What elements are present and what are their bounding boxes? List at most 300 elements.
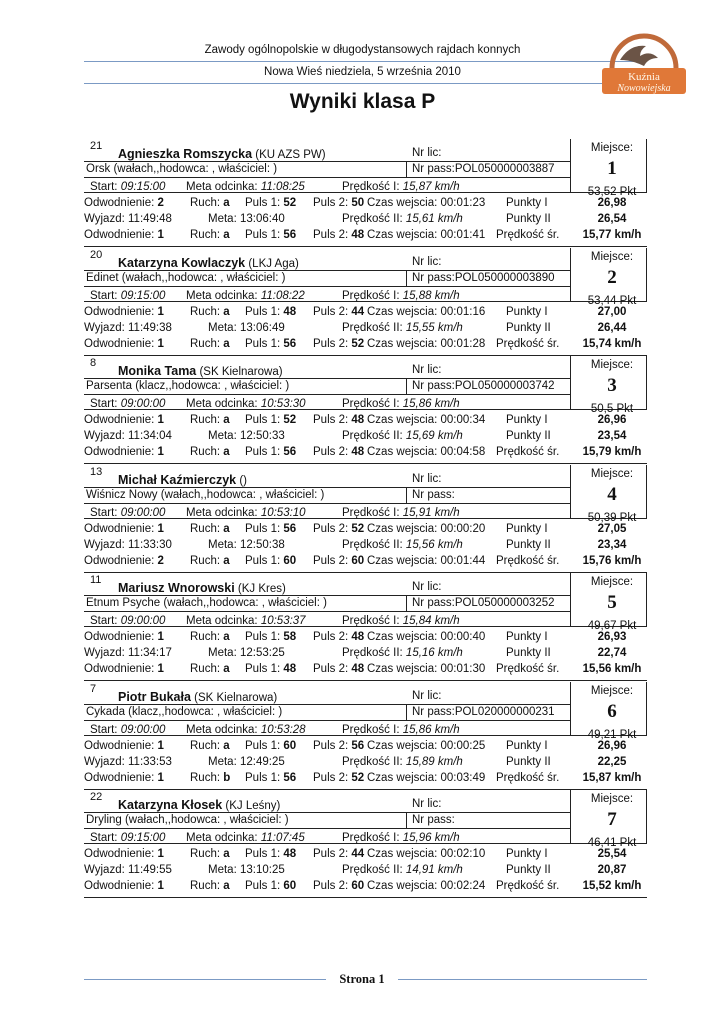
start-time-value: 09:15:00 (120, 289, 166, 302)
entry-number: 21 (90, 140, 103, 152)
departure-time (84, 213, 172, 225)
departure-time (84, 864, 172, 876)
stage-finish-value: 10:53:37 (260, 615, 306, 627)
result-entry (84, 790, 647, 898)
l2-ruch-value: b (223, 771, 231, 784)
l1-puls2-value: 52 (351, 522, 365, 535)
l2-puls2-value: 52 (351, 337, 365, 350)
l1-odwodnienie-label: Odwodnienie: (84, 197, 155, 209)
row-divider (84, 270, 570, 271)
start-time (90, 615, 165, 627)
speed-1 (342, 290, 460, 302)
l1-puls2-label: Puls 2: (313, 414, 349, 426)
rider-name: Mariusz Wnorowski (118, 581, 235, 595)
place-number: 2 (607, 266, 617, 288)
points-2-label: Punkty II (506, 538, 551, 551)
horse-passport: Nr pass:POL050000003890 (412, 271, 555, 284)
l1-czas-wejscia-value: 00:00:20 (440, 522, 486, 535)
l2-odwodnienie (84, 446, 164, 458)
l1-puls1 (245, 848, 296, 860)
avg-speed-label: Prędkość śr. (496, 771, 560, 784)
l1-ruch-value: a (223, 631, 230, 643)
row-divider (84, 828, 570, 829)
departure-time-value: 11:34:04 (128, 430, 172, 442)
nr-lic-label: Nr lic: (412, 689, 442, 702)
departure-time (84, 539, 172, 551)
stage-finish-label: Meta odcinka: (186, 289, 258, 302)
l2-puls2 (313, 880, 364, 892)
start-time-value: 09:15:00 (120, 181, 166, 193)
stage-finish (186, 181, 305, 193)
rider (118, 798, 280, 812)
horse-info: Edinet (wałach,,hodowca: , właściciel: ) (86, 271, 286, 284)
rider-name: Agnieszka Romszycka (118, 147, 253, 161)
l1-czas-wejscia-label: Czas wejscia: (367, 631, 438, 643)
rider (118, 473, 247, 487)
avg-speed-value: 15,74 km/h (582, 337, 642, 350)
column-divider (570, 465, 571, 519)
l2-puls2 (313, 555, 364, 567)
departure-time (84, 430, 172, 442)
l1-odwodnienie (84, 306, 164, 318)
stage-finish-label: Meta odcinka: (186, 506, 258, 519)
footer-divider (84, 979, 326, 980)
finish-time-label: Meta: (208, 430, 237, 442)
l2-czas-wejscia-value: 00:02:24 (440, 880, 486, 892)
l2-puls2-value: 48 (351, 663, 365, 675)
column-divider (570, 248, 571, 302)
l2-odwodnienie-value: 1 (157, 229, 164, 241)
departure-time-label: Wyjazd: (84, 538, 125, 551)
points-2-value: 20,87 (597, 864, 627, 876)
place-label: Miejsce: (590, 576, 634, 588)
l2-czas-wejscia (367, 880, 485, 892)
l1-ruch-label: Ruch: (190, 848, 221, 860)
horse-passport: Nr pass:POL050000003887 (412, 163, 555, 175)
total-points: 53,44 Pkt (587, 294, 637, 307)
horse-info: Dryling (wałach,,hodowca: , właściciel: ) (86, 814, 289, 826)
l2-odwodnienie-value: 2 (157, 554, 164, 567)
place-label: Miejsce: (590, 793, 634, 805)
points-1-value: 27,05 (597, 522, 627, 535)
speed-1-label: Prędkość I: (342, 723, 400, 736)
l2-ruch (190, 772, 230, 784)
total-points: 50,5 Pkt (590, 403, 634, 415)
finish-time-label: Meta: (208, 647, 237, 659)
place-label: Miejsce: (590, 684, 634, 697)
l1-puls1-label: Puls 1: (245, 414, 281, 426)
l1-puls1 (245, 740, 296, 752)
departure-time-value: 11:49:38 (128, 321, 172, 334)
l1-puls2-value: 44 (351, 848, 365, 860)
l2-puls1 (245, 663, 296, 675)
l2-puls2-label: Puls 2: (313, 771, 349, 784)
departure-time-label: Wyjazd: (84, 321, 125, 334)
l2-puls1-value: 60 (283, 554, 297, 567)
l1-czas-wejscia (367, 197, 485, 209)
horse-info: Cykada (klacz,,hodowca: , właściciel: ) (86, 705, 283, 718)
finish-time (208, 864, 285, 876)
l1-ruch-label: Ruch: (190, 522, 221, 535)
finish-time-label: Meta: (208, 864, 237, 876)
l1-puls2 (313, 523, 364, 535)
finish-time-value: 13:06:40 (239, 213, 285, 225)
place-number: 7 (607, 809, 617, 830)
l1-puls2 (313, 848, 364, 860)
entry-number: 11 (90, 574, 102, 586)
rider-name: Katarzyna Kłosek (118, 798, 223, 812)
avg-speed-label: Prędkość śr. (496, 663, 560, 675)
departure-time-label: Wyjazd: (84, 430, 125, 442)
page-number: Strona 1 (339, 972, 385, 986)
start-time (90, 724, 165, 736)
l1-odwodnienie-value: 1 (157, 305, 164, 318)
rider-name: Piotr Bukała (118, 689, 191, 704)
start-time (90, 832, 165, 844)
l1-puls2-label: Puls 2: (313, 848, 349, 860)
points-2-value: 26,44 (597, 321, 627, 334)
speed-2-value: 15,56 km/h (405, 538, 463, 551)
l2-ruch-label: Ruch: (190, 554, 221, 567)
l1-czas-wejscia-value: 00:00:34 (440, 414, 486, 426)
l1-czas-wejscia (367, 848, 485, 860)
place-number: 3 (607, 375, 617, 396)
l2-czas-wejscia-value: 00:01:41 (440, 229, 486, 241)
speed-1-value: 15,96 km/h (402, 832, 460, 844)
entry-number: 22 (90, 791, 103, 803)
horse-passport: Nr pass: (412, 814, 455, 826)
l1-czas-wejscia-label: Czas wejscia: (367, 414, 438, 426)
l2-ruch-value: a (223, 554, 230, 567)
l2-puls1-label: Puls 1: (245, 229, 281, 241)
l2-ruch (190, 446, 230, 458)
result-entry (84, 248, 647, 356)
l1-puls2-label: Puls 2: (313, 739, 349, 752)
l2-puls1-label: Puls 1: (245, 880, 281, 892)
l2-czas-wejscia (367, 555, 485, 567)
l2-puls1-label: Puls 1: (245, 446, 281, 458)
start-time-label: Start: (90, 398, 118, 410)
finish-time-label: Meta: (208, 321, 237, 334)
speed-2-value: 15,55 km/h (405, 321, 463, 334)
l2-puls2 (313, 338, 364, 350)
place-label: Miejsce: (590, 359, 634, 371)
avg-speed-value: 15,52 km/h (582, 880, 642, 892)
rider-name: Katarzyna Kowlaczyk (118, 255, 246, 270)
l2-czas-wejscia-value: 00:04:58 (440, 446, 486, 458)
place-number: 1 (607, 158, 617, 179)
l1-odwodnienie-label: Odwodnienie: (84, 739, 155, 752)
column-divider (570, 573, 571, 627)
l2-czas-wejscia (367, 446, 485, 458)
entry-number: 13 (90, 465, 103, 478)
speed-1-label: Prędkość I: (342, 506, 400, 519)
speed-1-label: Prędkość I: (342, 398, 400, 410)
stage-finish-value: 11:08:25 (260, 181, 305, 193)
l2-odwodnienie-label: Odwodnienie: (84, 880, 155, 892)
l1-puls2-label: Puls 2: (313, 305, 349, 318)
l2-puls1-label: Puls 1: (245, 337, 281, 350)
row-divider (84, 503, 570, 504)
finish-time (208, 539, 285, 551)
l2-puls2 (313, 663, 364, 675)
row-divider (84, 487, 570, 488)
stage-finish (186, 398, 306, 410)
l2-puls2-value: 48 (351, 229, 365, 241)
l2-odwodnienie (84, 663, 164, 675)
stage-finish-label: Meta odcinka: (186, 832, 258, 844)
l1-puls1-label: Puls 1: (245, 522, 281, 535)
place-label: Miejsce: (590, 467, 634, 480)
horse-passport: Nr pass:POL050000003742 (412, 380, 555, 392)
speed-1-value: 15,87 km/h (402, 181, 460, 193)
departure-time-value: 11:49:48 (128, 213, 172, 225)
l2-puls1 (245, 338, 296, 350)
logo-text-kuznia: Kuźnia (628, 71, 660, 83)
row-divider (84, 595, 570, 596)
l1-puls1 (245, 197, 296, 209)
l1-czas-wejscia-value: 00:02:10 (440, 848, 486, 860)
speed-2 (342, 647, 463, 659)
rider-club: (KJ Kres) (237, 583, 286, 595)
speed-2-label: Prędkość II: (342, 321, 403, 334)
stage-finish-value: 10:53:30 (260, 398, 306, 410)
l1-puls1-value: 56 (283, 522, 297, 535)
l1-puls2 (313, 740, 364, 752)
l2-ruch (190, 338, 230, 350)
nr-lic-label: Nr lic: (412, 798, 442, 810)
rider (118, 690, 277, 704)
speed-1-value: 15,86 km/h (402, 398, 460, 410)
avg-speed-label: Prędkość śr. (496, 554, 560, 567)
l2-ruch-label: Ruch: (190, 771, 221, 784)
stage-finish (186, 615, 306, 627)
l2-puls2-value: 60 (351, 554, 365, 567)
l1-puls1-label: Puls 1: (245, 305, 281, 318)
points-1-label: Punkty I (506, 739, 548, 752)
l1-puls1-label: Puls 1: (245, 848, 281, 860)
nr-lic-label: Nr lic: (412, 364, 442, 376)
finish-time-value: 12:49:25 (239, 755, 285, 768)
departure-time-value: 11:33:53 (128, 755, 172, 768)
place-number: 5 (607, 592, 617, 613)
finish-time (208, 213, 285, 225)
finish-time (208, 430, 285, 442)
l1-odwodnienie-label: Odwodnienie: (84, 848, 155, 860)
avg-speed-label: Prędkość śr. (496, 880, 560, 892)
l2-odwodnienie-label: Odwodnienie: (84, 337, 155, 350)
finish-time-label: Meta: (208, 538, 237, 551)
l1-czas-wejscia (367, 740, 485, 752)
result-entry (84, 682, 647, 790)
avg-speed-value: 15,87 km/h (582, 771, 642, 784)
horse-info: Wiśnicz Nowy (wałach,,hodowca: , właściciel: ) (86, 488, 325, 501)
l1-czas-wejscia-value: 00:01:23 (440, 197, 486, 209)
l1-ruch-value: a (223, 305, 230, 318)
l1-ruch-value: a (223, 522, 230, 535)
l2-czas-wejscia (367, 229, 485, 241)
finish-time-label: Meta: (208, 755, 237, 768)
entry-number: 20 (90, 248, 103, 261)
l1-czas-wejscia-label: Czas wejscia: (367, 305, 438, 318)
points-2-value: 22,25 (597, 755, 627, 768)
departure-time-label: Wyjazd: (84, 213, 125, 225)
column-divider (570, 790, 571, 844)
l1-puls1-value: 48 (283, 848, 297, 860)
l2-odwodnienie-value: 1 (157, 337, 164, 350)
l1-ruch-value: a (223, 739, 230, 752)
stage-finish-label: Meta odcinka: (186, 398, 258, 410)
stage-finish-label: Meta odcinka: (186, 181, 258, 193)
l1-puls2-label: Puls 2: (313, 522, 349, 535)
row-divider (84, 611, 570, 612)
l2-odwodnienie-value: 1 (157, 880, 164, 892)
stage-finish-label: Meta odcinka: (186, 723, 258, 736)
l1-ruch (190, 306, 230, 318)
l2-odwodnienie-label: Odwodnienie: (84, 554, 155, 567)
l2-ruch (190, 880, 230, 892)
l2-puls2-value: 52 (351, 771, 365, 784)
place-label: Miejsce: (590, 142, 634, 154)
speed-2-value: 14,91 km/h (405, 864, 463, 876)
l1-ruch-label: Ruch: (190, 414, 221, 426)
l2-odwodnienie-value: 1 (157, 446, 164, 458)
row-divider (84, 812, 570, 813)
l1-ruch (190, 523, 230, 535)
speed-1 (342, 615, 460, 627)
l1-czas-wejscia (367, 523, 485, 535)
finish-time-value: 13:06:49 (239, 321, 285, 334)
departure-time (84, 647, 172, 659)
avg-speed-value: 15,77 km/h (582, 229, 642, 241)
stage-finish (186, 832, 305, 844)
rider-name: Monika Tama (118, 364, 197, 378)
l2-puls1 (245, 229, 296, 241)
rider-club: (SK Kielnarowa) (194, 691, 278, 704)
start-time (90, 507, 165, 519)
finish-time-value: 12:50:33 (239, 430, 285, 442)
l1-puls2-value: 44 (351, 305, 365, 318)
l2-ruch-value: a (223, 229, 230, 241)
l1-czas-wejscia-label: Czas wejscia: (367, 197, 438, 209)
l1-odwodnienie-label: Odwodnienie: (84, 522, 155, 535)
l1-odwodnienie (84, 414, 164, 426)
l1-puls2 (313, 306, 364, 318)
stage-finish-label: Meta odcinka: (186, 615, 258, 627)
rider-club: (SK Kielnarowa) (199, 366, 283, 378)
speed-2-value: 15,16 km/h (405, 647, 463, 659)
points-2-label: Punkty II (506, 213, 551, 225)
points-1-label: Punkty I (506, 414, 548, 426)
l2-czas-wejscia-label: Czas wejscia: (367, 771, 438, 784)
stage-finish (186, 507, 306, 519)
departure-time-label: Wyjazd: (84, 864, 125, 876)
nr-lic-label: Nr lic: (412, 581, 442, 593)
speed-1-value: 15,88 km/h (402, 289, 460, 302)
l1-puls1-label: Puls 1: (245, 631, 281, 643)
finish-time-label: Meta: (208, 213, 237, 225)
l2-odwodnienie (84, 338, 164, 350)
l1-odwodnienie-label: Odwodnienie: (84, 631, 155, 643)
points-2-value: 22,74 (597, 647, 627, 659)
nr-lic-label: Nr lic: (412, 472, 442, 485)
column-divider (570, 139, 571, 193)
l2-ruch-value: a (223, 446, 230, 458)
l1-ruch-label: Ruch: (190, 631, 221, 643)
l1-ruch (190, 414, 230, 426)
speed-2 (342, 756, 463, 768)
speed-2 (342, 322, 463, 334)
l2-ruch-label: Ruch: (190, 446, 221, 458)
l2-puls2-label: Puls 2: (313, 337, 349, 350)
speed-2 (342, 213, 463, 225)
l1-ruch (190, 197, 230, 209)
l2-odwodnienie-label: Odwodnienie: (84, 446, 155, 458)
row-divider (84, 378, 570, 379)
avg-speed-value: 15,79 km/h (582, 446, 642, 458)
speed-2 (342, 864, 463, 876)
l1-ruch-value: a (223, 197, 230, 209)
logo-text-nowowiejska: Nowowiejska (617, 83, 671, 94)
l2-odwodnienie (84, 229, 164, 241)
finish-time-value: 12:53:25 (239, 647, 285, 659)
l1-odwodnienie (84, 631, 164, 643)
place-label: Miejsce: (590, 250, 634, 263)
speed-2-value: 15,69 km/h (405, 430, 463, 442)
l1-odwodnienie-label: Odwodnienie: (84, 305, 155, 318)
total-points: 53,52 Pkt (587, 186, 637, 198)
row-divider (84, 394, 570, 395)
l1-odwodnienie-value: 1 (157, 848, 164, 860)
l1-ruch-value: a (223, 414, 230, 426)
l2-puls1-value: 56 (283, 337, 297, 350)
l1-odwodnienie (84, 197, 164, 209)
l2-czas-wejscia-value: 00:03:49 (440, 771, 486, 784)
stage-finish-value: 11:08:22 (260, 289, 305, 302)
rider (118, 581, 286, 595)
l1-ruch-label: Ruch: (190, 305, 221, 318)
l1-odwodnienie-value: 1 (157, 739, 164, 752)
column-divider (406, 704, 407, 720)
departure-time-value: 11:49:55 (128, 864, 172, 876)
l2-puls2 (313, 446, 364, 458)
result-entry (84, 573, 647, 681)
speed-1 (342, 507, 460, 519)
stage-finish (186, 724, 306, 736)
l2-puls2 (313, 772, 364, 784)
l2-czas-wejscia-label: Czas wejscia: (367, 554, 438, 567)
l2-czas-wejscia-label: Czas wejscia: (367, 880, 438, 892)
header-divider (84, 61, 647, 62)
l1-czas-wejscia-value: 00:00:40 (440, 631, 486, 643)
rider (118, 364, 283, 378)
speed-1-value: 15,91 km/h (402, 506, 460, 519)
avg-speed-label: Prędkość śr. (496, 229, 560, 241)
entry-number: 8 (90, 357, 97, 369)
points-1-label: Punkty I (506, 848, 548, 860)
l1-odwodnienie-value: 1 (157, 522, 164, 535)
rider-name: Michał Kaźmierczyk (118, 472, 237, 487)
departure-time (84, 756, 172, 768)
speed-1 (342, 181, 460, 193)
start-time-label: Start: (90, 832, 118, 844)
speed-2-label: Prędkość II: (342, 538, 403, 551)
points-2-value: 23,54 (597, 430, 627, 442)
l1-czas-wejscia-label: Czas wejscia: (367, 739, 438, 752)
l2-odwodnienie (84, 772, 164, 784)
l1-odwodnienie (84, 523, 164, 535)
l1-puls1 (245, 306, 296, 318)
